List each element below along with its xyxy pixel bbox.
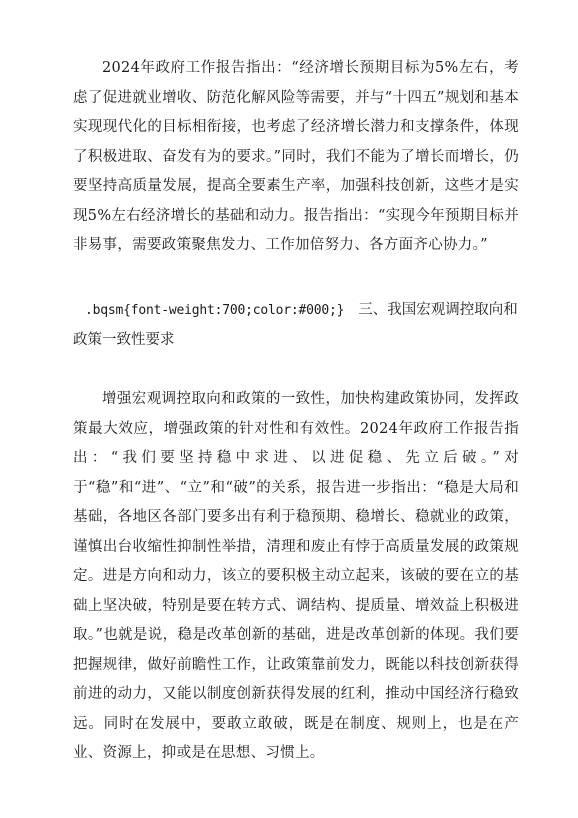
section-heading xyxy=(73,296,523,355)
paragraph-growth-target: 2024年政府工作报告指出：“经济增长预期目标为5%左右，考虑了促进就业增收、防范化解风险等需要，并与“十四五”规划和基本实现现代化的目标相衔接，也考虑了经济增长潜力和支撑条件，体现了积极进取、奋发有为的要求。”同时，我们不能为了增长而增长，仍要坚持高质量发展，提高全要素生产率，加强科技创新，这些才是实现5%左右经济增长的基础和动力。报告指出：“实现今年预期目标并非易事，需要政策聚焦发力、工作加倍努力、各方面齐心协力。” xyxy=(73,60,519,253)
section-heading-title: 三、我国宏观调控取向和政策一致性要求 xyxy=(73,302,518,348)
paragraph-policy-consistency: 增强宏观调控取向和政策的一致性，加快构建政策协同，发挥政策最大效应，增强政策的针对性和有效性。2024年政府工作报告指出：“我们要坚持稳中求进、以进促稳、先立后破。”对于“稳”和“进”、“立”和“破”的关系，报告进一步指出：“稳是大局和基础，各地区各部门要多出有利于稳预期、稳增长、稳就业的政策，谨慎出台收缩性抑制性举措，清理和废止有悖于高质量发展的政策规定。进是方向和动力，该立的要积极主动立起来，该破的要在立的基础上坚决破，特别是要在转方式、调结构、提质量、增效益上积极进取。”也就是说，稳是改革创新的基础，进是改革创新的体现。我们要把握规律，做好前瞻性工作，让政策靠前发力，既能以科技创新获得前进的动力，又能以制度创新获得发展的红利，推动中国经济行稳致远。同时在发展中，要敢立敢破，既是在制度、规则上，也是在产业、资源上，抑或是在思想、习惯上。 xyxy=(73,391,519,761)
leaked-css-text: .bqsm{font-weight:700;color:#000;} xyxy=(85,303,345,318)
